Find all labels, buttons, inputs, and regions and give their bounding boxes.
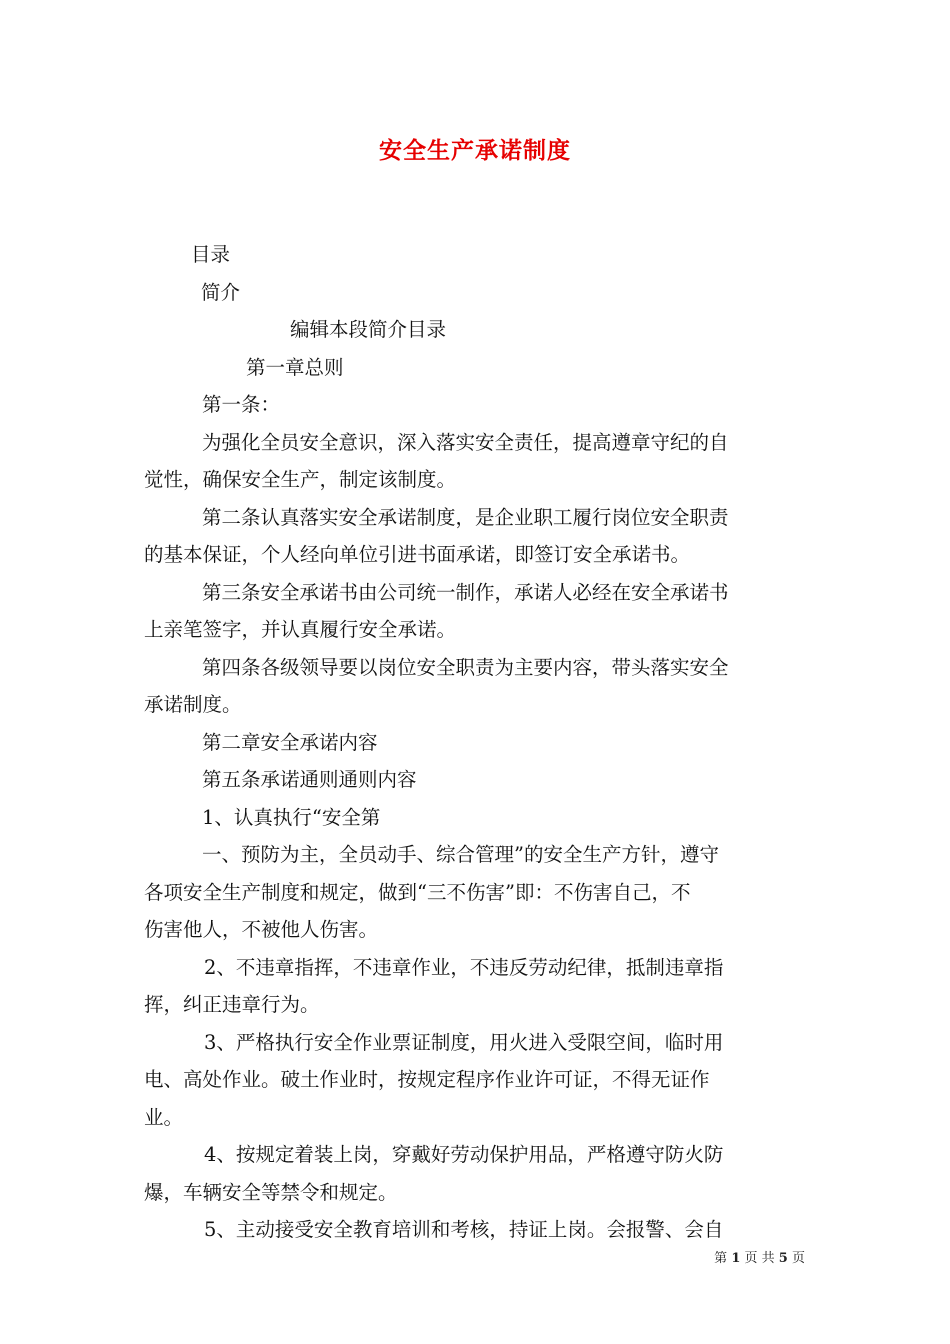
paragraph-line: 为强化全员安全意识，深入落实安全责任，提高遵章守纪的自 [202, 430, 729, 454]
paragraph-line: 的基本保证，个人经向单位引进书面承诺，即签订安全承诺书。 [144, 543, 691, 566]
total-page-count: 5 [778, 1251, 788, 1266]
paragraph-line: 第三条安全承诺书由公司统一制作，承诺人必经在安全承诺书 [202, 580, 729, 604]
document-body [144, 236, 810, 1249]
toc-item-edit: 编辑本段简介目录 [290, 318, 447, 341]
toc-item-chapter-1: 第一章总则 [246, 355, 344, 379]
paragraph-line: 伤害他人，不被他人伤害。 [144, 918, 379, 941]
current-page-number: 1 [731, 1251, 741, 1266]
page-number-footer [714, 1247, 805, 1266]
paragraph-line: 电、高处作业。破土作业时，按规定程序作业许可证，不得无证作 [144, 1068, 710, 1091]
toc-item-intro: 简介 [201, 280, 241, 304]
chapter-2-heading: 第二章安全承诺内容 [202, 730, 378, 754]
list-item-1: 1、认真执行“安全第 [202, 805, 381, 829]
article-1-heading: 第一条： [202, 393, 281, 416]
paragraph-line: 业。 [144, 1105, 184, 1129]
paragraph-line: 承诺制度。 [144, 693, 242, 716]
article-5-heading: 第五条承诺通则通则内容 [202, 768, 417, 791]
paragraph-line: 第二条认真落实安全承诺制度，是企业职工履行岗位安全职责 [202, 505, 729, 529]
document-title: 安全生产承诺制度 [379, 137, 571, 164]
paragraph-line: 觉性，确保安全生产，制定该制度。 [144, 468, 457, 491]
footer-middle: 页 共 [744, 1251, 775, 1266]
paragraph-line: 各项安全生产制度和规定，做到“三不伤害”即：不伤害自己，不 [144, 880, 691, 904]
paragraph-line: 一、预防为主，全员动手、综合管理”的安全生产方针，遵守 [202, 843, 719, 866]
list-item-4: 4、按规定着装上岗，穿戴好劳动保护用品，严格遵守防火防 [204, 1143, 724, 1166]
footer-suffix: 页 [791, 1251, 805, 1266]
paragraph-line: 挥，纠正违章行为。 [144, 993, 320, 1016]
paragraph-line: 第四条各级领导要以岗位安全职责为主要内容，带头落实安全 [202, 655, 729, 679]
toc-heading: 目录 [191, 243, 231, 266]
footer-prefix: 第 [714, 1251, 728, 1266]
paragraph-line: 上亲笔签字，并认真履行安全承诺。 [144, 618, 457, 641]
paragraph-line: 爆，车辆安全等禁令和规定。 [144, 1180, 398, 1204]
list-item-5: 5、主动接受安全教育培训和考核，持证上岗。会报警、会自 [204, 1218, 724, 1241]
list-item-2: 2、不违章指挥，不违章作业，不违反劳动纪律，抵制违章指 [204, 955, 724, 979]
list-item-3: 3、严格执行安全作业票证制度，用火进入受限空间，临时用 [204, 1030, 724, 1054]
